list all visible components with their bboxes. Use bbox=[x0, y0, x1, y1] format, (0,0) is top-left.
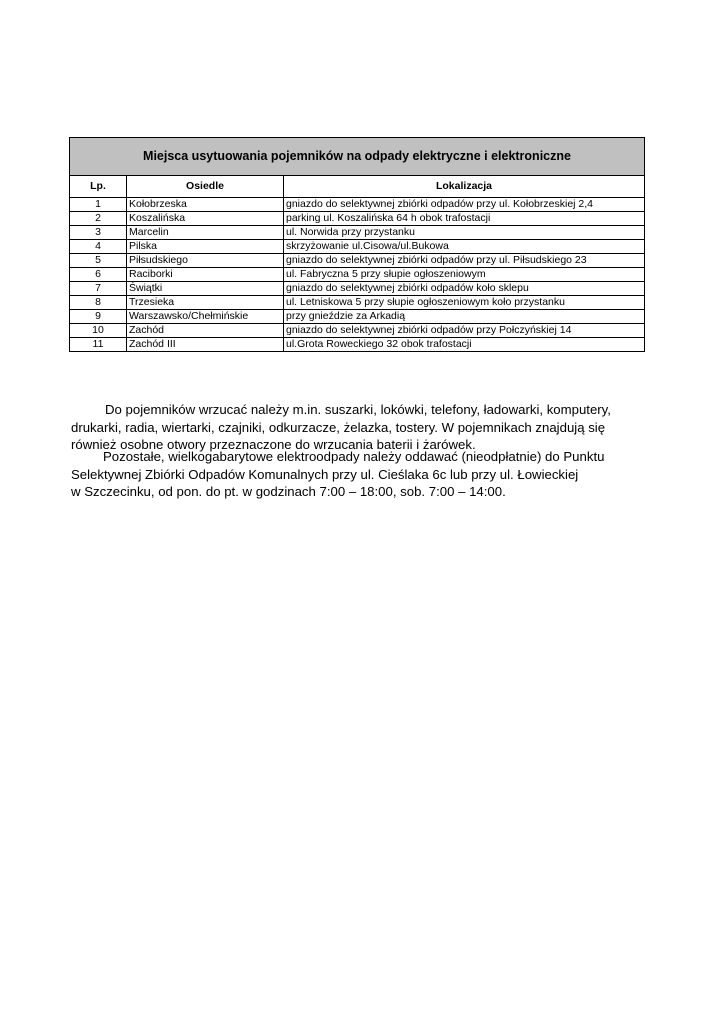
paragraph-2-line-3: w Szczecinku, od pon. do pt. w godzinach 7:00 – 18:00, sob. 7:00 – 14:00. bbox=[71, 484, 506, 499]
table-row bbox=[70, 254, 645, 268]
header-lokalizacja: Lokalizacja bbox=[284, 176, 645, 198]
cell-osiedle: Zachód III bbox=[127, 338, 284, 352]
table-row bbox=[70, 310, 645, 324]
cell-osiedle: Piłsudskiego bbox=[127, 254, 284, 268]
paragraph-2-line-1: Pozostałe, wielkogabarytowe elektroodpady należy oddawać (nieodpłatnie) do Punktu bbox=[103, 449, 605, 464]
cell-lokalizacja: parking ul. Koszalińska 64 h obok trafostacji bbox=[284, 212, 645, 226]
table-row bbox=[70, 324, 645, 338]
table-row bbox=[70, 296, 645, 310]
cell-lp: 2 bbox=[70, 212, 127, 226]
cell-osiedle: Kołobrzeska bbox=[127, 198, 284, 212]
paragraph-1-line-1: Do pojemników wrzucać należy m.in. suszarki, lokówki, telefony, ładowarki, komputery, bbox=[105, 402, 611, 417]
cell-lokalizacja: gniazdo do selektywnej zbiórki odpadów koło sklepu bbox=[284, 282, 645, 296]
cell-lp: 6 bbox=[70, 268, 127, 282]
table-row bbox=[70, 282, 645, 296]
locations-table bbox=[69, 137, 645, 352]
cell-lp: 9 bbox=[70, 310, 127, 324]
cell-osiedle: Trzesieka bbox=[127, 296, 284, 310]
paragraph-disposal-point bbox=[71, 448, 651, 501]
cell-lp: 11 bbox=[70, 338, 127, 352]
paragraph-2-line-2: Selektywnej Zbiórki Odpadów Komunalnych przy ul. Cieślaka 6c lub przy ul. Łowieckiej bbox=[71, 466, 579, 482]
header-osiedle: Osiedle bbox=[127, 176, 284, 198]
table-row bbox=[70, 268, 645, 282]
cell-lokalizacja: gniazdo do selektywnej zbiórki odpadów przy ul. Piłsudskiego 23 bbox=[284, 254, 645, 268]
cell-osiedle: Zachód bbox=[127, 324, 284, 338]
cell-lokalizacja: ul. Fabryczna 5 przy słupie ogłoszeniowym bbox=[284, 268, 645, 282]
cell-osiedle: Świątki bbox=[127, 282, 284, 296]
table-row bbox=[70, 198, 645, 212]
table-row bbox=[70, 240, 645, 254]
cell-osiedle: Pilska bbox=[127, 240, 284, 254]
cell-lp: 7 bbox=[70, 282, 127, 296]
cell-lp: 4 bbox=[70, 240, 127, 254]
cell-lokalizacja: gniazdo do selektywnej zbiórki odpadów przy ul. Kołobrzeskiej 2,4 bbox=[284, 198, 645, 212]
cell-lp: 3 bbox=[70, 226, 127, 240]
cell-lokalizacja: gniazdo do selektywnej zbiórki odpadów przy Połczyńskiej 14 bbox=[284, 324, 645, 338]
cell-lp: 5 bbox=[70, 254, 127, 268]
table-title: Miejsca usytuowania pojemników na odpady elektryczne i elektroniczne bbox=[70, 138, 645, 176]
paragraph-1-line-3: również osobne otwory przeznaczone do wrzucania baterii i żarówek. bbox=[71, 437, 476, 452]
paragraph-contents bbox=[71, 401, 651, 454]
cell-lp: 1 bbox=[70, 198, 127, 212]
table-row bbox=[70, 226, 645, 240]
cell-lokalizacja: ul.Grota Roweckiego 32 obok trafostacji bbox=[284, 338, 645, 352]
cell-osiedle: Raciborki bbox=[127, 268, 284, 282]
cell-osiedle: Warszawsko/Chełmińskie bbox=[127, 310, 284, 324]
header-lp: Lp. bbox=[70, 176, 127, 198]
table-body bbox=[70, 198, 645, 352]
cell-lokalizacja: ul. Letniskowa 5 przy słupie ogłoszeniowym koło przystanku bbox=[284, 296, 645, 310]
cell-lp: 10 bbox=[70, 324, 127, 338]
cell-lp: 8 bbox=[70, 296, 127, 310]
table-row bbox=[70, 338, 645, 352]
cell-osiedle: Koszalińska bbox=[127, 212, 284, 226]
cell-lokalizacja: przy gnieździe za Arkadią bbox=[284, 310, 645, 324]
paragraph-1-line-2: drukarki, radia, wiertarki, czajniki, odkurzacze, żelazka, tostery. W pojemnikach znajdują się bbox=[71, 419, 606, 435]
cell-lokalizacja: skrzyżowanie ul.Cisowa/ul.Bukowa bbox=[284, 240, 645, 254]
cell-lokalizacja: ul. Norwida przy przystanku bbox=[284, 226, 645, 240]
table-row bbox=[70, 212, 645, 226]
cell-osiedle: Marcelin bbox=[127, 226, 284, 240]
